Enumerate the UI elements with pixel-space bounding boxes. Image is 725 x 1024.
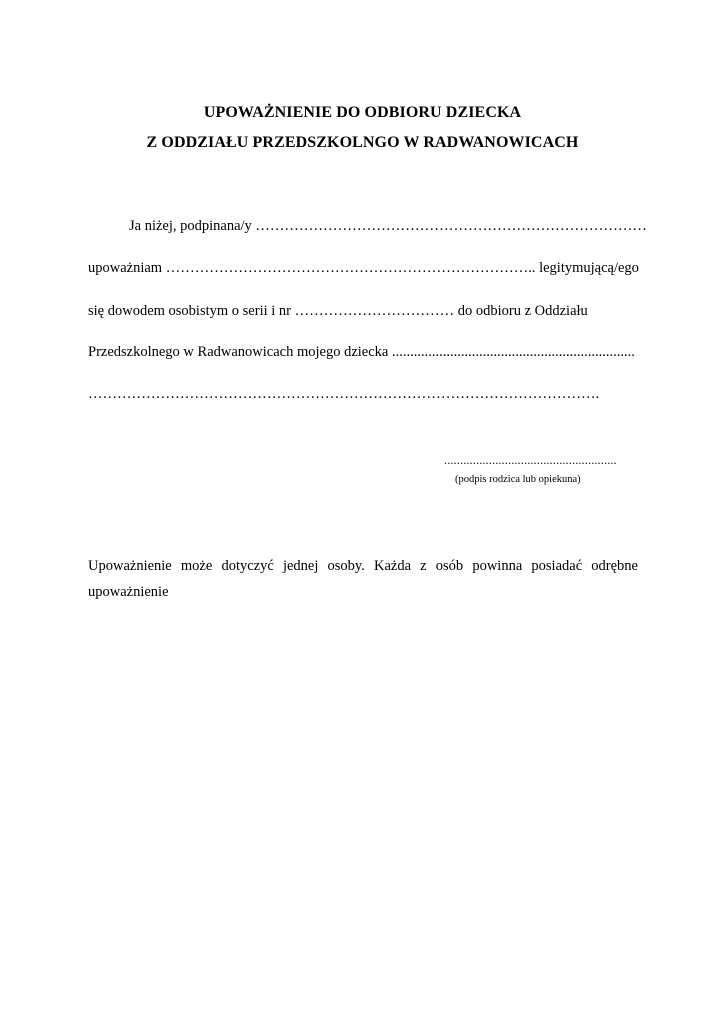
footnote-text: Upoważnienie może dotyczyć jednej osoby. Każda z osób powinna posiadać odrębne upoważnienie <box>88 558 638 600</box>
body-line-signer-name: Ja niżej, podpinana/y ……………………………………………………………………… <box>129 218 647 234</box>
signature-line: ...................................................... <box>444 453 617 467</box>
body-line-id-document: się dowodem osobistym o serii i nr …………………………… do odbioru z Oddziału <box>88 303 588 319</box>
document-title-line1: UPOWAŻNIENIE DO ODBIORU DZIECKA <box>203 104 522 121</box>
body-line-authorized-person: upoważniam ………………………………………………………………….. legitymującą/ego <box>88 260 639 276</box>
signature-caption: (podpis rodzica lub opiekuna) <box>455 474 581 485</box>
body-line-child-name: ……………………………………………………………………………………………. <box>88 386 600 402</box>
document-title-line2: Z ODDZIAŁU PRZEDSZKOLNGO W RADWANOWICACH <box>146 134 579 151</box>
body-line-kindergarten: Przedszkolnego w Radwanowicach mojego dziecka ................................................................... <box>88 344 635 360</box>
